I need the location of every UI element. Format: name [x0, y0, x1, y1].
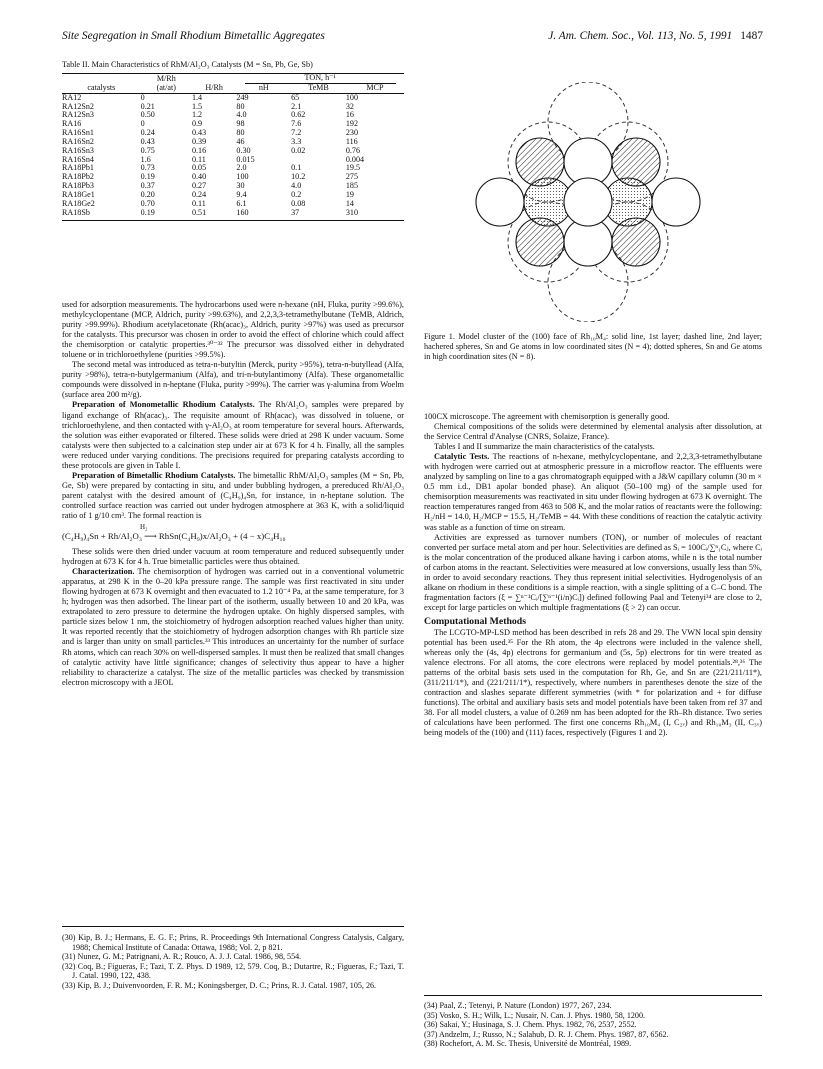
- table-cell: 19: [345, 189, 354, 199]
- paragraph: Preparation of Monometallic Rhodium Catalysts. The Rh/Al₂O₃ samples were prepared by ligand exchange of Rh(acac)₃. The requisite amount of Rh(acac)₃ was dissolved in toluene, or trichloroethylene, and then contacted with γ-Al₂O₃ at room temperature for several hours. Afterwards, the solution was either evaporated or filtered. These solids were dried at 298 K under vacuum. Some catalysts were then subjected to a calcination step under air at 673 K for 4 h. Finally, all the samples were reduced under varying conditions. The precisions required for preparing catalysts according to these protocols are given in Table I.: [62, 400, 404, 470]
- table-cell: 0.50: [140, 110, 155, 120]
- references-right: [424, 995, 762, 1049]
- col-hrh: H/Rh: [192, 84, 236, 93]
- table-cell: 0.1: [291, 163, 302, 173]
- table-cell: 1.6: [140, 154, 151, 164]
- equation-block: [62, 521, 404, 547]
- table-cell: RA18Pb3: [62, 181, 94, 191]
- table-cell: 0.73: [140, 163, 155, 173]
- table-cell: RA18Pb1: [62, 163, 94, 173]
- paragraph: The second metal was introduced as tetra-n-butyltin (Merck, purity >95%), tetra-n-butyllead (Alfa, purity >98%), tetra-n-butylgermanium (Alfa), and tri-n-butylantimony (Alfa). These organometallic compounds were dissolved in n-heptane (Fluka, purity >99%). The carrier was γ-alumina from Woelm (surface area 200 m²/g).: [62, 360, 404, 400]
- table-cell: 7.6: [291, 119, 302, 129]
- table-cell: 0.62: [291, 110, 306, 120]
- equation: (C₄H₉)₄Sn + Rh/Al₂O₃ ⟶ RhSn(C₄H₉)x/Al₂O₃ + (4 − x)C₄H₁₀: [62, 531, 286, 542]
- table-cell: RA16Sn3: [62, 145, 94, 155]
- reference-item: (32) Coq, B.; Figueras, F.; Tazi, T. Z. Phys. D 1989, 12, 579. Coq, B.; Dutartre, R.; Figueras, F.; Tazi, T. J. Catal. 1990, 122, 438.: [62, 961, 404, 981]
- table-cell: 310: [346, 209, 404, 220]
- paragraph: Characterization. The chemisorption of hydrogen was carried out in a conventional volumetric apparatus, at 298 K in the 0–20 kPa pressure range. The sample was first reactivated in situ under flowing hydrogen at 673 K overnight and then evacuated to 1.2 10⁻⁴ Pa, at the same temperature, for 3 h; hydrogen was then adsorbed. The linear part of the isotherm, usually between 10 and 20 kPa, was extrapolated to zero pressure to determine the hydrogen uptake. On highly dispersed samples, with particle sizes below 1 nm, the stoichiometry of hydrogen adsorption reached values higher than unity. It was reported recently that the stoichiometry of hydrogen adsorption changes with Rh particle size and is larger than unity on small particles.³³ This introduces an uncertainty for the number of surface Rh atoms, which can reach 30% on well-dispersed samples. It must then be realized that small changes of catalytic activity have little significance; changes of selectivity thus appear to have a higher reliability to characterize a catalyst. The size of the metallic particles was checked by transmission electron microscopy with a JEOL: [62, 567, 404, 687]
- table-cell: 0.2: [291, 189, 302, 199]
- table-cell: 0.70: [140, 198, 155, 208]
- table-cell: RA16: [62, 119, 82, 129]
- table-cell: 0.19: [141, 209, 192, 220]
- table-cell: 80: [236, 128, 245, 138]
- table-cell: 4.0: [291, 181, 302, 191]
- paragraph: Chemical compositions of the solids were determined by elemental analysis after dissolution, at the Service Central d'Analyse (CNRS, Solaize, France).: [424, 422, 762, 442]
- table-cell: RA18Pb2: [62, 172, 94, 182]
- table-cell: 98: [236, 119, 245, 129]
- table-cell: 100: [236, 172, 249, 182]
- table-cell: RA18Ge1: [62, 189, 95, 199]
- table-cell: 0.20: [140, 189, 155, 199]
- table-cell: 185: [345, 181, 358, 191]
- reference-item: (33) Kip, B. J.; Duivenvoorden, F. R. M.; Koningsberger, D. C.; Prins, R. J. Catal. 1987, 105, 26.: [62, 980, 377, 990]
- col-temb: TeMB: [291, 84, 346, 93]
- table-cell: 116: [345, 136, 358, 146]
- table-cell: 0.004: [345, 154, 365, 164]
- table-cell: 1.2: [191, 110, 203, 120]
- reference-item: (38) Rochefort, A. M. Sc. Thesis, Université de Montréal, 1989.: [424, 1039, 632, 1049]
- table-cell: 0.24: [140, 128, 155, 138]
- table-cell: 0.08: [291, 198, 306, 208]
- paragraph: Tables I and II summarize the main characteristics of the catalysts.: [434, 442, 655, 452]
- table-cell: 0.39: [191, 136, 207, 146]
- paragraph: These solids were then dried under vacuum at room temperature and reduced subsequently under hydrogen at 673 K for 4 h. True bimetallic particles were thus obtained.: [62, 547, 404, 567]
- table-cell: 160: [236, 209, 291, 220]
- section-heading: Computational Methods: [424, 615, 527, 627]
- table-cell: 0.19: [140, 172, 155, 182]
- table-cell: 6.1: [236, 198, 247, 208]
- table-cell: 0.21: [140, 101, 155, 111]
- table-row: [62, 209, 404, 220]
- table-cell: 192: [345, 119, 358, 129]
- col-mrh: M/Rh: [141, 74, 192, 84]
- paragraph: 100CX microscope. The agreement with chemisorption is generally good.: [424, 412, 670, 421]
- first-layer-solid: [476, 138, 700, 266]
- table-cell: 0.02: [291, 145, 306, 155]
- table-cell: 0.9: [191, 119, 203, 129]
- table-cell: 0.43: [140, 136, 155, 146]
- table-cell: 0.05: [191, 163, 207, 173]
- table-cell: 0.75: [140, 145, 155, 155]
- table-cell: 0.11: [191, 198, 206, 208]
- run-in-heading: Catalytic Tests.: [434, 452, 490, 462]
- journal-citation: J. Am. Chem. Soc., Vol. 113, No. 5, 1991: [548, 30, 733, 42]
- catalyst-table: [62, 73, 404, 221]
- table-cell: 1.4: [191, 92, 203, 102]
- reference-item: (34) Paal, Z.; Tetenyi, P. Nature (London) 1977, 267, 234.: [424, 1001, 612, 1010]
- table-cell: 100: [345, 92, 358, 102]
- table-cell: 2.1: [291, 101, 302, 111]
- table-cell: 46: [236, 136, 245, 146]
- col-catalysts: catalysts: [62, 84, 141, 93]
- table-cell: RA18Ge2: [62, 198, 95, 208]
- table-cell: 0.76: [345, 145, 361, 155]
- reference-item: (37) Andzelm, J.; Russo, N.; Salahub, D. R. J. Chem. Phys. 1987, 87, 6562.: [424, 1029, 669, 1039]
- table-cell: 30: [236, 181, 245, 191]
- reference-item: (31) Nunez, G. M.; Patrignani, A. R.; Rouco, A. J. J. Catal. 1986, 98, 554.: [62, 952, 302, 962]
- table-cell: RA12Sn2: [62, 101, 94, 111]
- table-cell: RA12: [62, 92, 82, 102]
- table-cell: 249: [236, 92, 249, 102]
- table-cell: RA12Sn3: [62, 110, 94, 120]
- table-cell: 230: [345, 128, 358, 138]
- table-cell: RA16Sn1: [62, 128, 94, 138]
- table-cell: 4.0: [236, 110, 247, 120]
- running-header-title: Site Segregation in Small Rhodium Bimetallic Aggregates: [62, 30, 325, 42]
- table-cell: 19.5: [345, 163, 361, 173]
- table-cell: RA18Sb: [62, 209, 141, 220]
- table-cell: 0.43: [191, 128, 207, 138]
- reference-item: (35) Vosko, S. H.; Wilk, L.; Nusair, N. Can. J. Phys. 1980, 58, 1200.: [424, 1010, 646, 1020]
- table-cell: 0.015: [236, 154, 255, 164]
- table-cell: 10.2: [291, 172, 306, 182]
- table-cell: 1.5: [191, 101, 203, 111]
- figure-1-caption: Figure 1. Model cluster of the (100) face of Rh₁₀M₄: solid line, 1st layer; dashed line, 2nd layer; hachered spheres, Sn and Ge atoms in low coordinated sites (N = 4); dotted spheres, Sn and Ge atoms in high coordination sites (N = 8).: [424, 332, 762, 361]
- left-column: [62, 300, 404, 688]
- col-mcp: MCP: [346, 84, 404, 93]
- table-cell: 9.4: [236, 189, 247, 199]
- right-column: [424, 412, 762, 739]
- table-cell: 2.0: [236, 163, 247, 173]
- table-cell: 0.51: [192, 209, 236, 220]
- paragraph: used for adsorption measurements. The hydrocarbons used were n-hexane (nH, Fluka, purity >99.6%), methylcyclopentane (MCP, Aldrich, purity >99.63%), and 2,2,3,3-tetramethylbutane (TeMB, Aldrich, purity >99.99%). Rhodium acetylacetonate (Rh(acac)₃, Aldrich, purity >97%) was used as precursor for the catalysts. This precursor was chosen in order to avoid the effect of chlorine which could affect the chemisorption or catalytic properties.³⁰⁻³² The precursor was dissolved either in dehydrated toluene or in trichloroethylene (purities >99.5%).: [62, 300, 404, 360]
- table-cell: 0.24: [191, 189, 207, 199]
- table-cell: RA16Sn2: [62, 136, 94, 146]
- figure-1-cluster: [468, 82, 708, 322]
- run-in-heading: Preparation of Monometallic Rhodium Catalysts.: [72, 400, 255, 410]
- table-cell: 16: [345, 110, 354, 120]
- table-cell: 80: [236, 101, 245, 111]
- col-nh: nH: [236, 84, 291, 93]
- paragraph: The LCGTO-MP-LSD method has been described in refs 28 and 29. The VWN local spin density potential has been used.³⁵ For the Rh atom, the 4p electrons were included in the valence shell, whereas only the (4s, 4p) electrons for germanium and (5s, 5p) electrons for tin were treated as valence electrons. For all atoms, the core electrons were replaced by model potentials.²⁸,³⁶ The patterns of the orbital basis sets used in the computation for Rh, Ge, and Sn are (221/211/11*), (311/211/1*), and (221/211/1*), respectively, where numbers in parentheses denote the size of the contraction and slashes separate different symmetries (with * for polarization and + for diffuse functions). The orbital and auxiliary basis sets and model potentials have been taken from ref 37 and 38. For all model clusters, a value of 0.269 nm has been adopted for the Rh–Rh distance. Two series of calculations have been performed. The first one concerns Rh₁₀M₄ (I, C₂ᵥ) and Rh₁₀M₃ (II, C₃ᵥ) being models of the (100) and (111) faces, respectively (Figures 1 and 2).: [424, 627, 762, 738]
- run-in-heading: Characterization.: [72, 567, 135, 577]
- table-cell: 0.40: [191, 172, 207, 182]
- run-in-heading: Preparation of Bimetallic Rhodium Catalysts.: [72, 470, 236, 480]
- table-cell: 0.16: [191, 145, 207, 155]
- table-cell: RA16Sn4: [62, 154, 94, 164]
- table-cell: 0: [140, 119, 145, 129]
- reference-item: (36) Sakai, Y.; Husinaga, S. J. Chem. Phys. 1982, 76, 2537, 2552.: [424, 1020, 637, 1030]
- page-number: 1487: [740, 30, 763, 42]
- table-cell: 0.37: [140, 181, 155, 191]
- paragraph: Preparation of Bimetallic Rhodium Catalysts. The bimetallic RhM/Al₂O₃ samples (M = Sn, Pb, Ge, Sb) were prepared by contacting in situ, and under bubbling hydrogen, a prereduced Rh/Al₂O₃ parent catalyst with the desired amount of (C₄H₉)₄Sn, for instance, in n-heptane solution. The controlled surface reaction was carried out under hydrogen atmosphere at 363 K, with a solid/liquid ratio of 1 g/10 cm³. The formal reaction is: [62, 470, 404, 520]
- paragraph: Activities are expressed as turnover numbers (TON), or number of molecules of reactant converted per surface metal atom and per hour. Selectivities are defined as Sᵢ = 100Cᵢ/∑ⁿ₁Cⱼ, where Cᵢ is the molar concentration of the produced alkane having i carbon atoms, while n is the total number of carbon atoms in the reactant. Selectivities were measured at low conversions, usually less than 5%, in order to avoid secondary reactions. They thus represent initial selectivities. Hydrogenolysis of an alkane on rhodium in these conditions is a simple reaction, with a single splitting of a C–C bond. The fragmentation factors (ξ = ∑ⁿ⁻¹Cᵢ/[∑ⁿ⁻¹(i/n)Cᵢ]) defined following Paal and Tetenyi³⁴ are close to 2, except for large particles on which multiple fragmentations (ξ > 2) can occur.: [424, 532, 763, 612]
- table-cell: 7.2: [291, 128, 302, 138]
- table-cell: 0: [140, 92, 145, 102]
- table-cell: 37: [291, 209, 346, 220]
- col-ton: TON, h⁻¹: [245, 74, 396, 84]
- table-cell: 0.11: [191, 154, 206, 164]
- equation-arrow-label: H₂: [140, 523, 148, 532]
- table-cell: 275: [345, 172, 358, 182]
- table-cell: 14: [345, 198, 354, 208]
- table-cell: 32: [345, 101, 354, 111]
- table-cell: 0.27: [191, 181, 207, 191]
- table-ii: [62, 60, 404, 221]
- reference-item: (30) Kip, B. J.; Hermans, E. G. F.; Prins, R. Proceedings 9th International Congress Catalysis, Calgary, 1988; Chemical Institute of Canada: Ottawa, 1988; Vol. 2, p 821.: [62, 933, 404, 952]
- running-header-journal: [548, 30, 763, 42]
- paragraph: Catalytic Tests. The reactions of n-hexane, methylcyclopentane, and 2,2,3,3-tetramethylbutane with hydrogen were carried out at atmospheric pressure in a microflow reactor. The effluents were analyzed by sampling on line to a gas chromatograph equipped with a J&W capillary column (30 m × 0.5 mm i.d., DB1 apolar bonded phase). An aliquot (50–100 mg) of the sample used for chemisorption measurements was reactivated in situ under flowing hydrogen at 673 K overnight. The reaction temperatures ranged from 463 to 508 K, and the molar ratios of reactants were the following: H₂/nH = 14.0, H₂/MCP = 15.5, H₂/TeMB = 44. With these conditions of reaction the catalytic activity was stable as a function of time on stream.: [424, 452, 762, 532]
- table-cell: 3.3: [291, 136, 302, 146]
- references-left: [62, 926, 404, 991]
- col-atat: (at/at): [141, 84, 192, 93]
- table-cell: 0.30: [236, 145, 251, 155]
- table-caption: Table II. Main Characteristics of RhM/Al₂O₃ Catalysts (M = Sn, Pb, Ge, Sb): [62, 60, 313, 69]
- table-cell: 65: [291, 92, 300, 102]
